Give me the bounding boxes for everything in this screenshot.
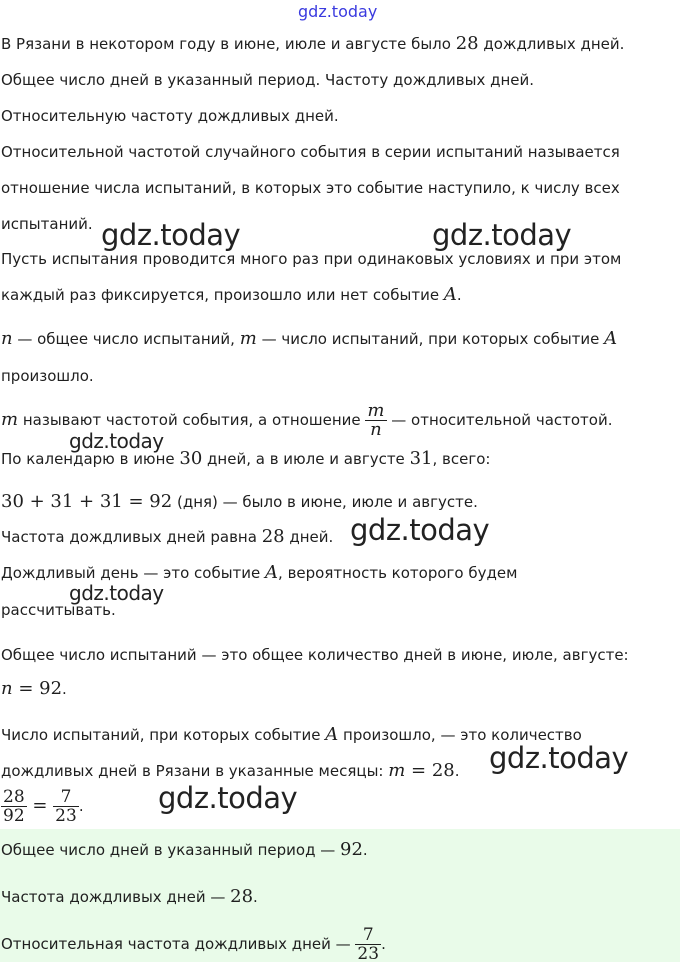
explanation-line-3: n — общее число испытаний, m — число испытаний, при которых событие A [1,328,618,349]
calc-line-7: n = 92. [1,678,67,699]
watermark-3: gdz.today [69,429,164,453]
watermark-2: gdz.today [432,218,572,252]
watermark-6: gdz.today [489,741,629,775]
fraction-28-92: $\frac{28}{92}$ [3,787,25,826]
answer-line-1: Общее число дней в указанный период — 92. [1,839,368,860]
watermark-top: gdz.today [298,2,378,21]
watermark-7: gdz.today [158,781,298,815]
calc-line-6: Общее число испытаний — это общее количество дней в июне, июле, августе: [1,646,629,664]
calc-line-5: рассчитывать. [1,601,116,619]
calc-line-2: 30 + 31 + 31 = 92 (дня) — было в июне, июле и августе. [1,491,478,512]
watermark-4: gdz.today [350,513,490,547]
explanation-line-1: Пусть испытания проводится много раз при одинаковых условиях и при этом [1,250,622,268]
calc-line-4: Дождливый день — это событие A, вероятность которого будем [1,562,518,583]
definition-line-2: отношение числа испытаний, в которых это событие наступило, к числу всех [1,179,620,197]
problem-line-3: Относительную частоту дождливых дней. [1,107,339,125]
definition-line-3: испытаний. [1,215,93,233]
problem-line-2: Общее число дней в указанный период. Частоту дождливых дней. [1,71,535,89]
fraction-7-23: $\frac{7}{23}$ [55,787,77,826]
explanation-line-2: каждый раз фиксируется, произошло или нет событие A. [1,284,462,305]
calc-line-9: дождливых дней в Рязани в указанные месяцы: m = 28. [1,760,460,781]
calc-line-10: $\frac{28}{92}$ = $\frac{7}{23}$ . [3,787,84,826]
calc-line-1: По календарю в июне 30 дней, а в июле и августе 31, всего: [1,448,491,469]
answer-line-3: Относительная частота дождливых дней — $\frac{7}{23}$ . [1,925,386,964]
explanation-line-5: m называют частотой события, а отношение $\frac{m}{n}$ — относительной частотой. [1,400,613,440]
explanation-line-4: произошло. [1,367,94,385]
fraction-m-over-n: $\frac{m}{n}$ [367,400,385,440]
definition-line-1: Относительной частотой случайного события в серии испытаний называется [1,143,620,161]
problem-line-1: В Рязани в некотором году в июне, июле и августе было 28 дождливых дней. [1,33,625,54]
watermark-5: gdz.today [69,581,164,605]
calc-line-3: Частота дождливых дней равна 28 дней. [1,526,334,547]
watermark-1: gdz.today [101,218,241,252]
calc-line-8: Число испытаний, при которых событие A произошло, — это количество [1,724,582,745]
fraction-answer-7-23: $\frac{7}{23}$ [357,925,380,964]
answer-line-2: Частота дождливых дней — 28. [1,886,258,907]
